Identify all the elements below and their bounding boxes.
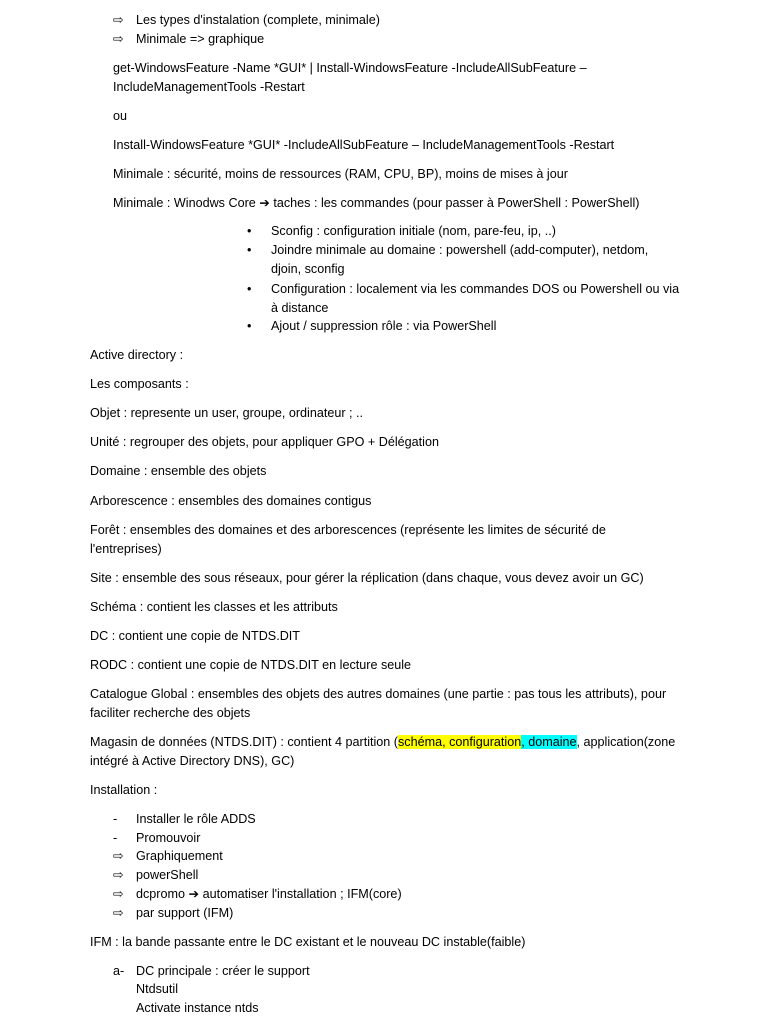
text-line: djoin, sconfig [271,262,345,276]
text-line: faciliter recherche des objets [90,706,251,720]
text-line: Catalogue Global : ensembles des objets des autres domaines (une partie : pas tous les attributs), pour [90,687,667,701]
text-segment: automatiser l'installation ; IFM(core) [202,887,402,901]
text-line [136,885,402,904]
bullet-icon: • [247,282,252,296]
bold-arrow-icon: ➔ [259,196,270,210]
text-line: Schéma : contient les classes et les attributs [90,600,338,614]
text-segment: , application(zone [576,735,676,749]
text-line: Les types d'instalation (complete, minimale) [136,13,380,27]
text-line: l'entreprises) [90,542,162,556]
text-line: Installer le rôle ADDS [136,812,256,826]
section-heading: Installation : [90,783,158,797]
bullet-icon: • [247,319,252,333]
text-line: Activate instance ntds [136,1001,259,1015]
list-marker-a: a- [113,964,125,978]
text-line: Install-WindowsFeature *GUI* -IncludeAllSubFeature – IncludeManagementTools -Restart [113,138,615,152]
text-line [90,733,675,752]
text-line: Ajout / suppression rôle : via PowerShell [271,319,497,333]
text-line: DC principale : créer le support [136,964,310,978]
text-line: ou [113,109,128,123]
text-line [113,194,639,213]
text-line: Ntdsutil [136,982,178,996]
section-heading: Active directory : [90,348,184,362]
text-line: Minimale => graphique [136,32,265,46]
text-line: Sconfig : configuration initiale (nom, pare-feu, ip, ..) [271,224,556,238]
text-line: Joindre minimale au domaine : powershell (add-computer), netdom, [271,243,649,257]
text-line: Promouvoir [136,831,201,845]
text-line: Graphiquement [136,849,223,863]
arrow-bullet-icon: ⇨ [113,868,124,882]
text-segment: Minimale : Winodws Core [113,196,256,210]
bullet-icon: • [247,224,252,238]
arrow-bullet-icon: ⇨ [113,849,124,863]
highlighted-separator: , [521,735,529,749]
text-line: IFM : la bande passante entre le DC existant et le nouveau DC instable(faible) [90,935,526,949]
arrow-bullet-icon: ⇨ [113,32,124,46]
text-line: par support (IFM) [136,906,234,920]
text-segment: dcpromo [136,887,185,901]
bold-arrow-icon: ➔ [188,887,200,901]
text-line: RODC : contient une copie de NTDS.DIT en lecture seule [90,658,412,672]
text-line: Site : ensemble des sous réseaux, pour gérer la réplication (dans chaque, vous devez avoir un GC) [90,571,644,585]
text-line: à distance [271,301,329,315]
bullet-icon: • [247,243,252,257]
text-segment: taches : les commandes (pour passer à PowerShell : PowerShell) [273,196,640,210]
text-segment: Magasin de données (NTDS.DIT) : contient 4 partition ( [90,735,398,749]
text-line: get-WindowsFeature -Name *GUI* | Install-WindowsFeature -IncludeAllSubFeature – [113,61,587,75]
arrow-bullet-icon: ⇨ [113,13,124,27]
highlighted-text-cyan: domaine [528,735,577,749]
dash-bullet-icon: - [113,831,118,845]
text-line: Objet : represente un user, groupe, ordinateur ; .. [90,406,364,420]
text-line: Forêt : ensembles des domaines et des arborescences (représente les limites de sécurité de [90,523,606,537]
dash-bullet-icon: - [113,812,118,826]
text-line: Minimale : sécurité, moins de ressources (RAM, CPU, BP), moins de mises à jour [113,167,568,181]
text-line: Configuration : localement via les commandes DOS ou Powershell ou via [271,282,680,296]
text-line: powerShell [136,868,199,882]
text-line: Arborescence : ensembles des domaines contigus [90,494,372,508]
text-line: Les composants : [90,377,189,391]
text-line: Unité : regrouper des objets, pour appliquer GPO + Délégation [90,435,439,449]
text-line: intégré à Active Directory DNS), GC) [90,754,295,768]
text-line: IncludeManagementTools -Restart [113,80,305,94]
text-line: Domaine : ensemble des objets [90,464,267,478]
text-line: DC : contient une copie de NTDS.DIT [90,629,300,643]
arrow-bullet-icon: ⇨ [113,887,124,901]
highlighted-text-yellow: schéma, configuration [398,735,522,749]
arrow-bullet-icon: ⇨ [113,906,124,920]
